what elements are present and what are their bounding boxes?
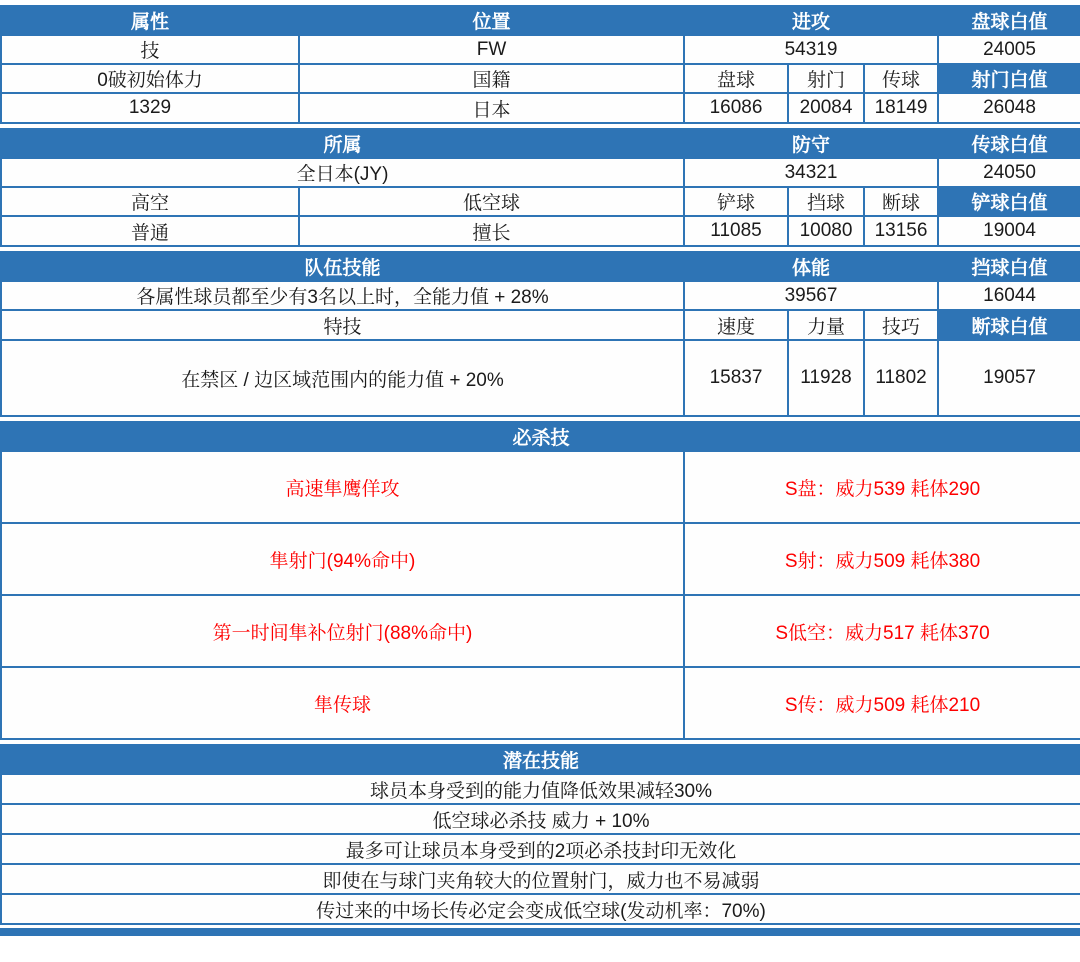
special-move-info-cell: S低空：威力517 耗体370 bbox=[684, 595, 1080, 667]
team-skill-table bbox=[0, 251, 1080, 417]
special-skill-desc-cell: 在禁区 / 边区域范围内的能力值 + 20% bbox=[1, 340, 684, 416]
stamina-value-cell: 39567 bbox=[684, 281, 938, 310]
attack-value-cell: 54319 bbox=[684, 35, 938, 64]
tackle-base-value-cell: 19004 bbox=[938, 216, 1080, 246]
intercept-base-header-cell: 断球白值 bbox=[938, 310, 1080, 340]
team-skill-desc-cell: 各属性球员都至少有3名以上时，全能力值 + 28% bbox=[1, 281, 684, 310]
shot-sub-header-cell: 射门 bbox=[788, 64, 864, 93]
defense-header-cell: 防守 bbox=[684, 129, 938, 158]
special-moves-title-cell: 必杀技 bbox=[1, 422, 1080, 451]
special-move-info-cell: S射：威力509 耗体380 bbox=[684, 523, 1080, 595]
technique-value-cell: 11802 bbox=[864, 340, 938, 416]
position-header-cell: 位置 bbox=[299, 6, 684, 35]
dribble-sub-header-cell: 盘球 bbox=[684, 64, 788, 93]
club-header-cell: 所属 bbox=[1, 129, 684, 158]
potential-skills-table bbox=[0, 744, 1080, 925]
initial-stamina-value-cell: 1329 bbox=[1, 93, 299, 123]
intercept-value-cell: 13156 bbox=[864, 216, 938, 246]
tackle-sub-header-cell: 铲球 bbox=[684, 187, 788, 216]
low-ball-value-cell: 擅长 bbox=[299, 216, 684, 246]
special-skill-label-cell: 特技 bbox=[1, 310, 684, 340]
power-sub-header-cell: 力量 bbox=[788, 310, 864, 340]
initial-stamina-label-cell: 0破初始体力 bbox=[1, 64, 299, 93]
attribute-table bbox=[0, 5, 1080, 124]
position-value-cell: FW bbox=[299, 35, 684, 64]
special-move-info-cell: S传：威力509 耗体210 bbox=[684, 667, 1080, 739]
power-value-cell: 11928 bbox=[788, 340, 864, 416]
dribble-base-header-cell: 盘球白值 bbox=[938, 6, 1080, 35]
speed-sub-header-cell: 速度 bbox=[684, 310, 788, 340]
low-ball-label-cell: 低空球 bbox=[299, 187, 684, 216]
special-move-name-cell: 隼射门(94%命中) bbox=[1, 523, 684, 595]
aerial-value-cell: 普通 bbox=[1, 216, 299, 246]
defense-value-cell: 34321 bbox=[684, 158, 938, 187]
potential-skill-cell: 低空球必杀技 威力 + 10% bbox=[1, 804, 1080, 834]
pass-base-header-cell: 传球白值 bbox=[938, 129, 1080, 158]
attribute-value-cell: 技 bbox=[1, 35, 299, 64]
special-move-name-cell: 隼传球 bbox=[1, 667, 684, 739]
block-value-cell: 10080 bbox=[788, 216, 864, 246]
special-move-info-cell: S盘：威力539 耗体290 bbox=[684, 451, 1080, 523]
aerial-label-cell: 高空 bbox=[1, 187, 299, 216]
potential-skill-cell: 最多可让球员本身受到的2项必杀技封印无效化 bbox=[1, 834, 1080, 864]
attack-header-cell: 进攻 bbox=[684, 6, 938, 35]
potential-skill-cell: 球员本身受到的能力值降低效果减轻30% bbox=[1, 774, 1080, 804]
team-skill-header-cell: 队伍技能 bbox=[1, 252, 684, 281]
attribute-header-cell: 属性 bbox=[1, 6, 299, 35]
nationality-value-cell: 日本 bbox=[299, 93, 684, 123]
special-move-name-cell: 第一时间隼补位射门(88%命中) bbox=[1, 595, 684, 667]
potential-skill-cell: 传过来的中场长传必定会变成低空球(发动机率：70%) bbox=[1, 894, 1080, 924]
shot-base-value-cell: 26048 bbox=[938, 93, 1080, 123]
intercept-sub-header-cell: 断球 bbox=[864, 187, 938, 216]
pass-sub-header-cell: 传球 bbox=[864, 64, 938, 93]
block-base-header-cell: 挡球白值 bbox=[938, 252, 1080, 281]
stamina-header-cell: 体能 bbox=[684, 252, 938, 281]
dribble-value-cell: 16086 bbox=[684, 93, 788, 123]
potential-skills-title-cell: 潜在技能 bbox=[1, 745, 1080, 774]
block-sub-header-cell: 挡球 bbox=[788, 187, 864, 216]
special-moves-table bbox=[0, 421, 1080, 740]
club-table bbox=[0, 128, 1080, 247]
shot-base-header-cell: 射门白值 bbox=[938, 64, 1080, 93]
potential-skill-cell: 即使在与球门夹角较大的位置射门，威力也不易减弱 bbox=[1, 864, 1080, 894]
nationality-label-cell: 国籍 bbox=[299, 64, 684, 93]
dribble-base-value-cell: 24005 bbox=[938, 35, 1080, 64]
next-section-top-bar bbox=[0, 928, 1080, 936]
tackle-base-header-cell: 铲球白值 bbox=[938, 187, 1080, 216]
block-base-value-cell: 16044 bbox=[938, 281, 1080, 310]
technique-sub-header-cell: 技巧 bbox=[864, 310, 938, 340]
club-value-cell: 全日本(JY) bbox=[1, 158, 684, 187]
shot-value-cell: 20084 bbox=[788, 93, 864, 123]
speed-value-cell: 15837 bbox=[684, 340, 788, 416]
pass-base-value-cell: 24050 bbox=[938, 158, 1080, 187]
special-move-name-cell: 高速隼鹰佯攻 bbox=[1, 451, 684, 523]
pass-value-cell: 18149 bbox=[864, 93, 938, 123]
intercept-base-value-cell: 19057 bbox=[938, 340, 1080, 416]
tackle-value-cell: 11085 bbox=[684, 216, 788, 246]
